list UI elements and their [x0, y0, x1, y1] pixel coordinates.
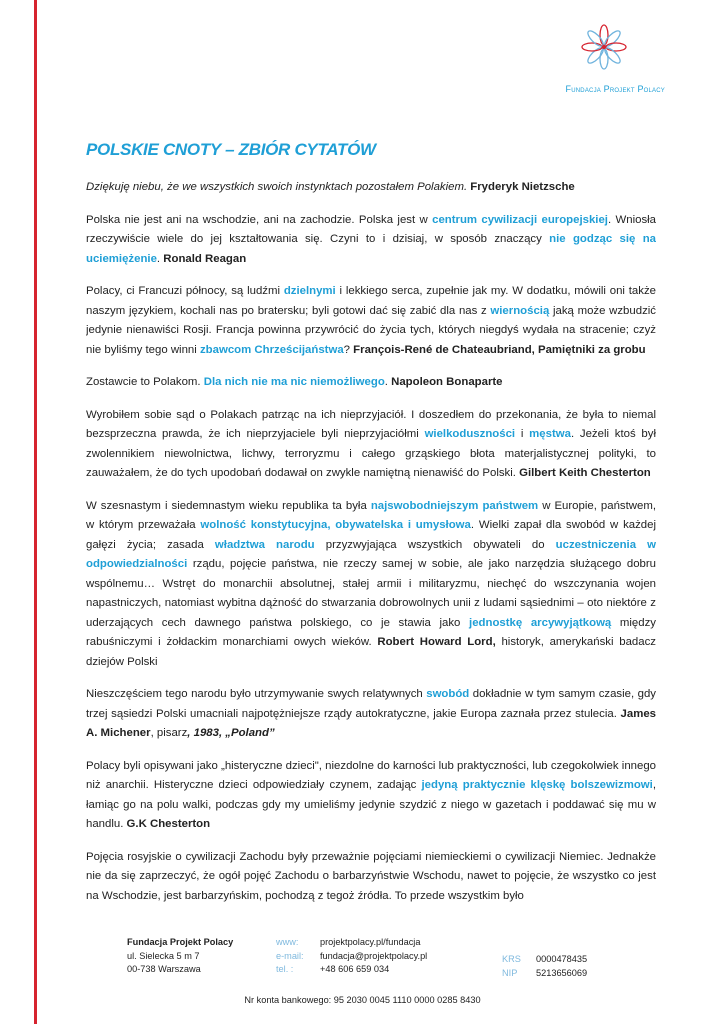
- tel-label: tel. :: [276, 964, 294, 974]
- quote-list: [86, 178, 656, 916]
- nip-label: NIP: [502, 967, 518, 978]
- quote-source: , 1983, „Poland”: [187, 727, 275, 739]
- footer-contact-values: [320, 936, 427, 977]
- text-run: ?: [343, 343, 354, 356]
- email-link[interactable]: fundacja@projektpolacy.pl: [320, 950, 428, 961]
- quote-author: Robert Howard Lord,: [377, 636, 496, 648]
- highlighted-virtue: jedyną praktycznie klęskę bolszewizmowi: [421, 779, 653, 791]
- text-run: przyzwyjająca wszystkich obywateli do: [314, 538, 556, 551]
- highlighted-virtue: Dla nich nie ma nic niemożliwego: [203, 376, 385, 388]
- footer-reg-values: [536, 953, 587, 980]
- quote-paragraph: [86, 685, 656, 744]
- quote-paragraph: [86, 282, 656, 360]
- text-run: , łamiąc go na polu walki, podczas gdy my umieliśmy jedynie szydzić z niego w gazetach i poddawać się mu w handlu.: [86, 779, 656, 830]
- footer-city: 00-738 Warszawa: [127, 964, 201, 974]
- quote-author: Fryderyk Nietzsche: [470, 181, 575, 193]
- highlighted-virtue: centrum cywilizacji europejskiej: [432, 213, 608, 226]
- text-run: , pisarz: [150, 727, 188, 739]
- text-run: między rabuśniczymi i żołdackim monarchiami owych wieków.: [86, 616, 656, 648]
- highlighted-virtue: najswobodniejszym państwem: [370, 499, 539, 512]
- highlighted-virtue: zbawcom Chrześcijaństwa: [199, 343, 344, 356]
- quote-author: G.K Chesterton: [126, 818, 211, 830]
- text-run: Polacy, ci Francuzi północy, są ludźmi: [86, 285, 284, 297]
- highlighted-virtue: wiernością: [490, 304, 550, 317]
- quote-paragraph: [86, 406, 656, 484]
- quote-author: Napoleon Bonaparte: [391, 376, 503, 388]
- quote-paragraph: [86, 211, 656, 270]
- text-run: Nieszczęściem tego narodu było utrzymywanie swych relatywnych: [86, 688, 427, 700]
- bank-account: Nr konta bankowego: 95 2030 0045 1110 0000 0285 8430: [244, 995, 481, 1005]
- footer-address: [127, 936, 233, 977]
- footer: [0, 936, 725, 1016]
- page-edge-line: [34, 0, 37, 1024]
- quote-paragraph: [86, 373, 656, 393]
- krs-value: 0000478435: [536, 954, 588, 964]
- krs-label: KRS: [502, 954, 521, 964]
- quote-paragraph: [86, 178, 656, 198]
- text-run: i lekkiego serca, zupełnie jak my. W dodatku, mówili oni także naszym językiem, kochali nas po bratersku; byli gotowi dać się zabić dla nas z: [86, 285, 656, 317]
- nip-value: 5213656069: [536, 967, 588, 978]
- footer-org-name: Fundacja Projekt Polacy: [127, 937, 234, 947]
- highlighted-virtue: swobód: [426, 688, 470, 700]
- text-run: dokładnie w tym samym czasie, gdy trzej sąsiedzi Polski umacniali najpotężniejsze rządy autokratyczne, jakie Europa zaznała przez stulecia.: [86, 688, 656, 720]
- highlighted-virtue: dzielnymi: [283, 285, 336, 297]
- text-run: . Wniosła rzeczywiście wiele do jej kształtowania się. Czyni to i dzisiaj, w sposób znaczący: [86, 213, 656, 245]
- quote-text: Dziękuję niebu, że we wszystkich swoich instynktach pozostałem Polakiem.: [86, 181, 471, 193]
- email-label: e-mail:: [276, 950, 304, 961]
- text-run: .: [384, 376, 392, 388]
- text-run: Wyrobiłem sobie sąd o Polakach patrząc na ich nieprzyjaciół. I doszedłem do przekonania, że była to niemal bezsprzeczna prawda, że ich nieprzyjaciele byli nieprzyjaciółmi: [86, 408, 656, 440]
- quote-paragraph: [86, 497, 656, 673]
- text-run: Zostawcie to Polakom.: [86, 376, 204, 388]
- highlighted-virtue: wielkoduszności: [424, 428, 516, 440]
- highlighted-virtue: wolność konstytucyjna, obywatelska i umysłowa: [200, 519, 471, 531]
- quote-paragraph: [86, 848, 656, 907]
- highlighted-virtue: uczestniczenia w odpowiedzialności: [86, 538, 656, 570]
- page-title: POLSKIE CNOTY – ZBIÓR CYTATÓW: [86, 140, 376, 159]
- www-link[interactable]: projektpolacy.pl/fundacja: [320, 937, 421, 947]
- quote-author: James A. Michener: [86, 707, 656, 739]
- footer-contact-labels: [276, 936, 304, 977]
- text-run: w Europie, państwem, w którym przeważała: [86, 499, 656, 531]
- quote-author: François-René de Chateaubriand, Pamiętniki za grobu: [353, 343, 646, 356]
- flower-logo-icon: [579, 22, 629, 72]
- footer-reg-labels: [502, 953, 521, 980]
- quote-author: Ronald Reagan: [163, 252, 247, 265]
- tel-value: +48 606 659 034: [320, 964, 390, 974]
- highlighted-virtue: nie godząc się na uciemiężenie: [86, 233, 656, 265]
- highlighted-virtue: jednostkę arcywyjątkową: [469, 616, 612, 629]
- text-run: Pojęcia rosyjskie o cywilizacji Zachodu były przeważnie pojęciami niemieckiemi o cywilizacji Niemiec. Jednakże nie da się zaprzeczyć, że ogół pojęć Zachodu o barbarzyństwie Wschodu, nawet to pojęcie, że wszystko co jest na Wschodzie, jest barbarzyńskim, pochodzą z tegoż źródła. To przede wszystkim było: [86, 850, 656, 902]
- text-run: . Wielki zapał dla swobód w każdej gałęzi życia; zasada: [86, 519, 656, 551]
- text-run: Polska nie jest ani na wschodzie, ani na zachodzie. Polska jest w: [86, 213, 433, 226]
- text-run: historyk, amerykański badacz dziejów Polski: [86, 636, 656, 668]
- text-run: Polacy byli opisywani jako „histeryczne dzieci", niezdolne do karności lub praktyczności, lub czegokolwiek innego niż anarchii. Histeryczne dzieci odpowiedziały czynem, zadając: [86, 759, 656, 791]
- www-label: www:: [276, 937, 299, 947]
- highlighted-virtue: władztwa narodu: [214, 538, 315, 551]
- text-run: W szesnastym i siedemnastym wieku republika ta była: [86, 499, 371, 512]
- text-run: jaką może wzbudzić jedynie nienawiści Rosji. Francja powinna przywrócić do życia tych, których niegdyś wydała na stracenie; czyż nie byliśmy tego winni: [86, 304, 656, 356]
- text-run: rządu, pojęcie państwa, nie rzeczy samej w sobie, ale jako narzędzia służącego dobru wspólnemu… Wstręt do monarchii absolutnej, stałej armii i militaryzmu, niechęć do wszczynania wojen napastniczych, natomiast wybitna dążność do stwarzania dobrowolnych unii z ludami sąsiednimi – oto niektóre z uderzających cech dawnego państwa polskiego, co je stawia jako: [86, 558, 656, 629]
- text-run: i: [515, 428, 530, 440]
- quote-paragraph: [86, 757, 656, 835]
- footer-street: ul. Sielecka 5 m 7: [127, 950, 200, 961]
- quote-author: Gilbert Keith Chesterton: [519, 467, 651, 479]
- text-run: . Jeżeli ktoś był zwolennikiem niewolnictwa, lichwy, terroryzmu i całego grząskiego błota materjalistycznej polityki, to zauważałem, że do tych upodobań dodawał on zwykle namiętną nienawiść do Polski.: [86, 428, 656, 479]
- highlighted-virtue: męstwa: [529, 428, 571, 440]
- text-run: .: [156, 252, 164, 265]
- header-org-name: Fundacja Projekt Polacy: [565, 84, 665, 94]
